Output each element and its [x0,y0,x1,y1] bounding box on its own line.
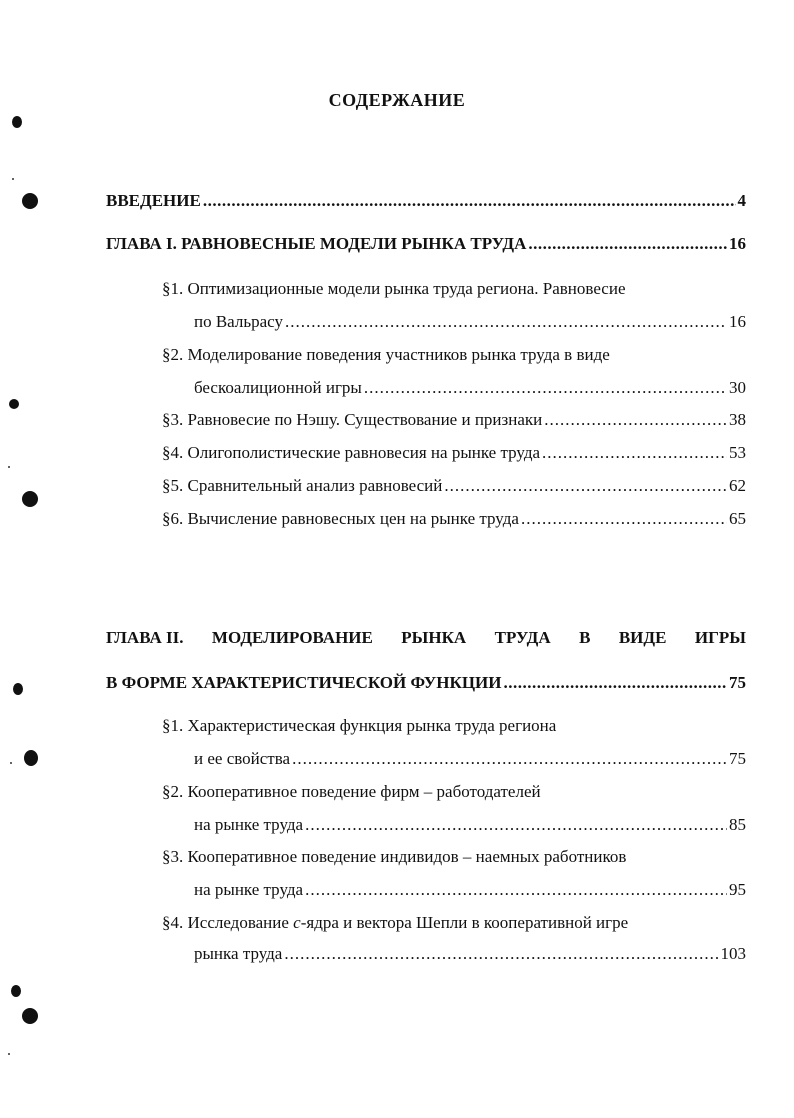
toc-label: ВВЕДЕНИЕ [106,191,201,210]
toc-page-number: 38 [729,410,746,429]
toc-page-number: 65 [729,509,746,528]
toc-entry-1-2-line1[interactable]: §2. Моделирование поведения участников рынка труда в виде [162,345,610,364]
toc-entry-2-3-line1[interactable]: §3. Кооперативное поведение индивидов – наемных работников [162,847,627,866]
heading-word: ВИДЕ [618,628,667,647]
toc-text: -ядра и вектора Шепли в кооперативной игре [300,913,629,932]
toc-label: §3. Равновесие по Нэшу. Существование и признаки [162,410,543,429]
toc-entry-1-2[interactable] [194,377,746,399]
dot-leader [544,409,727,431]
page-title: СОДЕРЖАНИЕ [328,90,466,110]
scan-speck [10,762,12,764]
toc-page-number: 62 [729,476,746,495]
heading-word: ТРУДА [494,628,551,647]
toc-entry-2-4[interactable] [194,943,746,965]
heading-word: ГЛАВА II. [106,628,184,647]
toc-label: §5. Сравнительный анализ равновесий [162,476,443,495]
punch-hole-mark [22,491,38,507]
heading-word: ИГРЫ [694,628,746,647]
dot-leader [285,311,727,333]
toc-entry-1-4[interactable] [162,442,746,464]
toc-entry-1-1[interactable] [194,311,746,333]
toc-label: бескоалиционной игры [194,378,362,397]
toc-page-number: 4 [737,191,746,210]
heading-word: РЫНКА [401,628,467,647]
scan-speck [8,466,10,468]
heading-word: В [579,628,591,647]
dot-leader [444,475,727,497]
toc-page-number: 75 [729,749,746,768]
toc-page-number: 16 [729,234,746,253]
scan-mark [11,985,21,997]
punch-hole-mark [22,193,38,209]
scan-speck [12,178,14,180]
toc-page-number: 30 [729,378,746,397]
dot-leader [284,943,718,965]
punch-hole-mark [22,1008,38,1024]
toc-page-number: 103 [720,944,746,963]
dot-leader [521,508,727,530]
toc-page-number: 95 [729,880,746,899]
dot-leader [305,879,727,901]
dot-leader [364,377,727,399]
toc-page-number: 85 [729,815,746,834]
punch-hole-mark [24,750,38,766]
toc-text: §4. Исследование [162,913,294,932]
toc-label: §6. Вычисление равновесных цен на рынке труда [162,509,519,528]
toc-label: ГЛАВА I. РАВНОВЕСНЫЕ МОДЕЛИ РЫНКА ТРУДА [106,234,527,253]
dot-leader [292,748,727,770]
dot-leader [528,233,727,255]
dot-leader [542,442,727,464]
dot-leader [305,814,727,836]
toc-label: на рынке труда [194,815,304,834]
toc-entry-2-4-line1[interactable] [162,912,628,934]
scan-mark [9,399,19,409]
toc-entry-2-3[interactable] [194,879,746,901]
toc-entry-2-2-line1[interactable]: §2. Кооперативное поведение фирм – работодателей [162,782,541,801]
toc-entry-2-1[interactable] [194,748,746,770]
toc-label: В ФОРМЕ ХАРАКТЕРИСТИЧЕСКОЙ ФУНКЦИИ [106,673,502,692]
toc-entry-2-2[interactable] [194,814,746,836]
toc-entry-2-1-line1[interactable]: §1. Характеристическая функция рынка труда региона [162,716,557,735]
toc-italic-letter: с [293,913,301,932]
scan-mark [13,683,23,695]
toc-page-number: 75 [729,673,746,692]
dot-leader [504,672,728,694]
toc-entry-chapter-1[interactable] [106,233,746,255]
dot-leader [203,190,736,212]
toc-entry-chapter-2-line1[interactable] [106,627,746,649]
toc-entry-1-6[interactable] [162,508,746,530]
toc-label: по Вальрасу [194,312,283,331]
toc-page-number: 53 [729,443,746,462]
toc-entry-chapter-2[interactable] [106,672,746,694]
toc-entry-1-5[interactable] [162,475,746,497]
scan-mark [12,116,22,128]
toc-page-number: 16 [729,312,746,331]
toc-entry-intro[interactable] [106,190,746,212]
toc-label: рынка труда [194,944,283,963]
toc-label: §4. Олигополистические равновесия на рынке труда [162,443,541,462]
heading-word: МОДЕЛИРОВАНИЕ [211,628,373,647]
scan-speck [8,1053,10,1055]
toc-entry-1-3[interactable] [162,409,746,431]
toc-label: на рынке труда [194,880,304,899]
toc-entry-1-1-line1[interactable]: §1. Оптимизационные модели рынка труда региона. Равновесие [162,279,626,298]
toc-label: и ее свойства [194,749,291,768]
